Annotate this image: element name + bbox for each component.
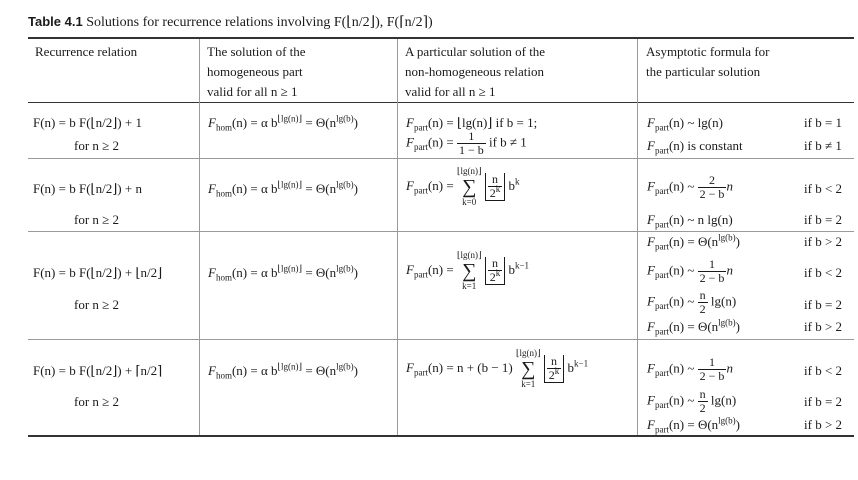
asymptotic-formula: $F_{part}(n)$ ~ $\frac{n}{2}$ lg(n)	[647, 387, 737, 415]
column-divider	[199, 39, 200, 435]
particular-solution-sum: $F_{part}(n)$ = ⌊lg(n)⌋ ∑ k=1 $\frac{n}{2^k}$ $b^{k-1}$	[406, 250, 530, 291]
homogeneous-solution: $F_{hom}(n) = \alpha$ $b^{⌊lg(n)⌋} = \Theta(n^{lg(b)})$	[208, 361, 358, 381]
condition-label: if b < 2	[804, 181, 843, 196]
condition-label: if b > 2	[804, 319, 843, 334]
condition-label: if b < 2	[804, 363, 843, 378]
condition-label: if b > 2	[804, 417, 843, 432]
asymptotic-formula: $F_{part}(n)$ is constant	[647, 138, 743, 156]
condition-label: if b = 2	[804, 212, 843, 227]
particular-solution-line: $F_{part}(n)$ = $\frac{1}{1 - b}$ if b ≠ 1	[406, 129, 527, 157]
condition-label: if b = 2	[804, 297, 843, 312]
table-title: Solutions for recurrence relations involving F(⌊n/2⌋), F(⌈n/2⌉)	[86, 15, 433, 30]
header-recurrence: Recurrence relation	[35, 44, 138, 59]
asymptotic-formula: $F_{part}(n)$ ~ $\frac{1}{2 - b}$ n	[647, 355, 733, 383]
condition-label: if b < 2	[804, 265, 843, 280]
recurrence-condition: for n ≥ 2	[74, 394, 120, 409]
asymptotic-formula: $F_{part}(n)$ ~ $\frac{1}{2 - b}$ n	[647, 257, 733, 285]
asymptotic-formula: $F_{part}(n)$ ~ $\frac{n}{2}$ lg(n)	[647, 288, 737, 316]
homogeneous-solution: $F_{hom}(n) = \alpha$ $b^{⌊lg(n)⌋} = \Theta(n^{lg(b)})$	[208, 179, 358, 199]
header-particular: A particular solution of the non-homogeneous relation valid for all n ≥ 1	[405, 44, 546, 99]
asymptotic-formula: $F_{part}(n) = \Theta(n^{lg(b)})$	[647, 415, 741, 435]
recurrence-formula: F(n) = b F(⌊n/2⌋) + n	[33, 181, 142, 196]
bottom-rule	[28, 435, 854, 437]
condition-label: if b = 1	[804, 115, 843, 130]
table-label: Table 4.1	[28, 14, 83, 29]
condition-label: if b = 2	[804, 394, 843, 409]
particular-solution-sum: $F_{part}(n) = n + (b - 1)$ ⌊lg(n)⌋ ∑ k=1 $\frac{n}{2^k}$ $b^{k-1}$	[406, 348, 589, 389]
condition-label: if b > 2	[804, 234, 843, 249]
particular-solution-sum: $F_{part}(n)$ = ⌊lg(n)⌋ ∑ k=0 $\frac{n}{2^k}$ $b^k$	[406, 166, 520, 207]
header-homogeneous: The solution of the homogeneous part valid for all n ≥ 1	[207, 44, 306, 99]
top-rule	[28, 37, 854, 39]
homogeneous-solution: $F_{hom}(n) = \alpha$ $b^{⌊lg(n)⌋} = \Theta(n^{lg(b)})$	[208, 113, 358, 133]
particular-solution-line: $F_{part}(n)$ = ⌊lg(n)⌋ if b = 1;	[406, 115, 538, 133]
table-caption	[28, 14, 433, 31]
row-divider	[28, 158, 854, 159]
recurrence-formula: F(n) = b F(⌊n/2⌋) + 1	[33, 115, 142, 130]
header-asymptotic: Asymptotic formula for the particular solution	[646, 44, 770, 79]
recurrence-formula: F(n) = b F(⌊n/2⌋) + ⌈n/2⌉	[33, 363, 163, 378]
asymptotic-formula: $F_{part}(n) = \Theta(n^{lg(b)})$	[647, 317, 741, 337]
recurrence-condition: for n ≥ 2	[74, 138, 120, 153]
recurrence-condition: for n ≥ 2	[74, 297, 120, 312]
asymptotic-formula: $F_{part}(n)$ ~ n lg(n)	[647, 212, 733, 230]
header-rule	[28, 102, 854, 103]
row-divider	[28, 339, 854, 340]
condition-label: if b ≠ 1	[804, 138, 842, 153]
recurrence-formula: F(n) = b F(⌊n/2⌋) + ⌊n/2⌋	[33, 265, 163, 280]
column-divider	[637, 39, 638, 435]
column-divider	[397, 39, 398, 435]
asymptotic-formula: $F_{part}(n)$ ~ $\frac{2}{2 - b}$ n	[647, 173, 733, 201]
recurrence-condition: for n ≥ 2	[74, 212, 120, 227]
asymptotic-formula: $F_{part}(n) = \Theta(n^{lg(b)})$	[647, 232, 741, 252]
homogeneous-solution: $F_{hom}(n) = \alpha$ $b^{⌊lg(n)⌋} = \Theta(n^{lg(b)})$	[208, 263, 358, 283]
asymptotic-formula: $F_{part}(n)$ ~ lg(n)	[647, 115, 723, 133]
